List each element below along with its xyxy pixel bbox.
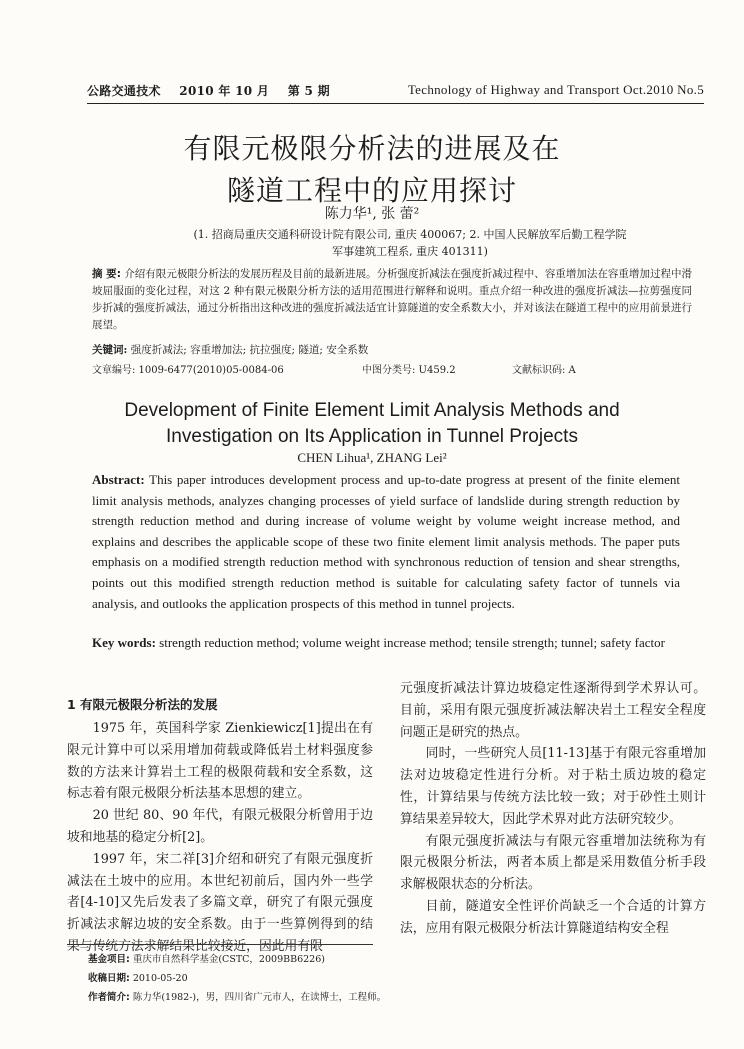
paragraph: 1997 年，宋二祥[3]介绍和研究了有限元强度折减法在土坡中的应用。本世纪初前后，国内外一些学者[4-10]又先后发表了多篇文章，研究了有限元强度折减法求解边坡的安全系数。由于一些算例得到的结果与传统方法求解结果比较接近，因此用有限 bbox=[67, 851, 373, 954]
affiliation-cn-line2: 军事建筑工程系, 重庆 401311) bbox=[332, 245, 488, 258]
keywords-cn-label: 关键词: bbox=[92, 344, 128, 356]
journal-name-en: Technology of Highway and Transport Oct.2010 No.5 bbox=[407, 82, 704, 97]
keywords-en-text: strength reduction method; volume weight increase method; tensile strength; tunnel; safety factor bbox=[159, 635, 665, 650]
affiliation-cn-line1: (1. 招商局重庆交通科研设计院有限公司, 重庆 400067; 2. 中国人民解放军后勤工程学院 bbox=[193, 228, 627, 241]
title-cn-line2: 隧道工程中的应用探讨 bbox=[226, 174, 517, 207]
issue-number-cn: 第 5 期 bbox=[287, 84, 330, 98]
paragraph: 20 世纪 80、90 年代，有限元极限分析曾用于边坡和地基的稳定分析[2]。 bbox=[67, 808, 373, 845]
abstract-en-label: Abstract: bbox=[92, 472, 145, 487]
footnote-rule bbox=[67, 944, 373, 945]
footnotes bbox=[88, 950, 688, 1007]
authors-cn: 陈力华¹, 张 蕾² bbox=[324, 206, 420, 222]
bio-label: 作者简介: bbox=[88, 992, 130, 1003]
paragraph: 目前，隧道安全性评价尚缺乏一个合适的计算方法，应用有限元极限分析法计算隧道结构安全程 bbox=[400, 898, 706, 936]
paragraph: 1975 年，英国科学家 Zienkiewicz[1]提出在有限元计算中可以采用增加荷载或降低岩土材料强度参数的方法来计算岩土工程的极限荷载和安全系数，这标志着有限元极限分析法基本思想的建立。 bbox=[67, 721, 373, 802]
paragraph: 有限元强度折减法与有限元容重增加法统称为有限元极限分析法，两者本质上都是采用数值分析手段求解极限状态的分析法。 bbox=[400, 833, 706, 893]
header-rule bbox=[87, 103, 704, 104]
received-text: 2010-05-20 bbox=[132, 973, 188, 984]
article-number: 文章编号: 1009-6477(2010)05-0084-06 bbox=[92, 365, 284, 376]
right-column bbox=[400, 678, 706, 940]
paragraph: 同时，一些研究人员[11-13]基于有限元容重增加法对边坡稳定性进行分析。对于粘土质边坡的稳定性，计算结果与传统方法比较一致；对于砂性土则计算结果差异较大，因此学术界对此方法研究较少。 bbox=[400, 746, 706, 827]
keywords-en bbox=[92, 633, 680, 653]
footnote-fund bbox=[88, 950, 688, 969]
section-heading: 1 有限元极限分析法的发展 bbox=[67, 697, 218, 712]
keywords-cn bbox=[92, 342, 692, 357]
journal-name-cn: 公路交通技术 bbox=[87, 84, 161, 98]
footnote-author-bio bbox=[88, 988, 688, 1007]
abstract-cn-text: 介绍有限元极限分析法的发展历程及目前的最新进展。分析强度折减法在强度折减过程中、容重增加法在容重增加过程中滑坡屈服面的变化过程，对这 2 种有限元极限分析方法的适用范围进行解释和说明。重点介绍一种改进的强度折减法—拉剪强度同步折减的强度折减法，通过分析指出这种改进的强度折减法适宜计算隧道的安全系数大小，并对该法在隧道工程中的应用前景进行展望。 bbox=[92, 268, 693, 331]
paper-title-en bbox=[0, 398, 744, 450]
abstract-en bbox=[92, 470, 680, 614]
paragraph: 元强度折减法计算边坡稳定性逐渐得到学术界认可。目前，采用有限元强度折减法解决岩土工程安全程度问题正是研究的热点。 bbox=[400, 681, 706, 740]
title-en-line2: Investigation on Its Application in Tunnel Projects bbox=[166, 426, 578, 447]
paper-title-cn bbox=[0, 128, 744, 212]
clc-number: 中图分类号: U459.2 bbox=[362, 365, 456, 376]
fund-label: 基金项目: bbox=[88, 954, 130, 965]
title-cn-line1: 有限元极限分析法的进展及在 bbox=[183, 132, 561, 165]
authors-en: CHEN Lihua¹, ZHANG Lei² bbox=[297, 450, 447, 465]
affiliation-cn bbox=[130, 226, 690, 260]
document-code: 文献标识码: A bbox=[512, 365, 576, 376]
fund-text: 重庆市自然科学基金(CSTC，2009BB6226) bbox=[132, 954, 325, 965]
footnote-received bbox=[88, 969, 688, 988]
title-en-line1: Development of Finite Element Limit Analysis Methods and bbox=[124, 400, 620, 421]
abstract-cn bbox=[92, 266, 692, 334]
keywords-en-label: Key words: bbox=[92, 635, 156, 650]
bio-text: 陈力华(1982-)，男，四川省广元市人，在读博士，工程师。 bbox=[132, 992, 387, 1003]
abstract-en-text: This paper introduces development process and up-to-date progress at present of the finite element limit analysis methods, analyzes changing processes of yield surface of landslide during strength reduction by strength reduction method and during increase of volume weight by volume weight increase method, and explains and describes the applicable scope of these two finite element limit analysis methods. The paper puts emphasis on a modified strength reduction method with synchronous reduction of tension and shear strengths, points out this modified strength reduction method is suitable for calculating safety factor of tunnels via analysis, and outlooks the application prospects of this method in tunnel projects. bbox=[92, 472, 681, 611]
left-column bbox=[67, 694, 373, 958]
abstract-cn-label: 摘 要: bbox=[92, 268, 121, 280]
issue-date-cn: 2010 年 10 月 bbox=[179, 84, 270, 98]
header-left bbox=[87, 82, 344, 99]
received-label: 收稿日期: bbox=[88, 973, 130, 984]
keywords-cn-text: 强度折减法; 容重增加法; 抗拉强度; 隧道; 安全系数 bbox=[130, 344, 369, 356]
